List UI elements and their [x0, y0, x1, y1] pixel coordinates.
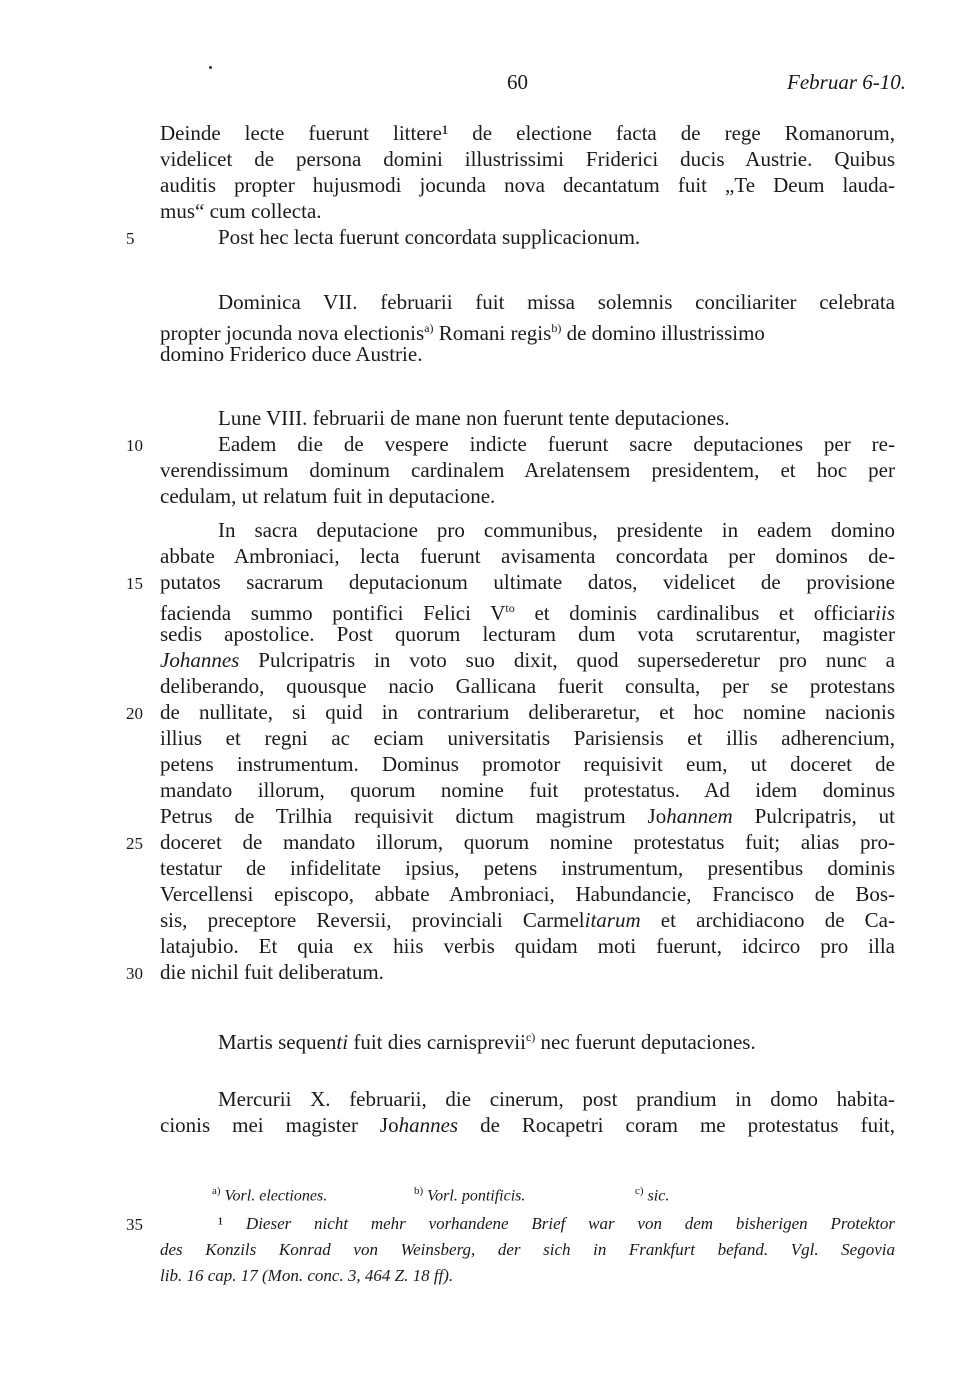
text-line: de nullitate, si quid in contrarium deliberaretur, et hoc nomine nacionis: [160, 700, 895, 724]
line-number: 15: [126, 574, 143, 593]
text-segment: Petrus de Trilhia requisivit dictum magistrum Jo: [160, 804, 667, 828]
running-title: Februar 6-10.: [787, 70, 906, 94]
text-segment: Pulcripatris, ut: [732, 804, 896, 828]
text-segment: cionis mei magister Jo: [160, 1113, 399, 1137]
text-line: illius et regni ac eciam universitatis Parisiensis et illis adherencium,: [160, 726, 895, 750]
text-line: verendissimum dominum cardinalem Arelatensem presidentem, et hoc per: [160, 458, 895, 482]
text-line: [160, 647, 895, 673]
text-line: abbate Ambroniaci, lecta fuerunt avisamenta concordata per dominos de-: [160, 544, 895, 568]
text-line: latajubio. Et quia ex hiis verbis quidam moti fuerunt, idcirco pro illa: [160, 934, 895, 958]
line-number: 25: [126, 834, 143, 853]
footnote-line: lib. 16 cap. 17 (Mon. conc. 3, 464 Z. 18 ff).: [160, 1266, 454, 1285]
text-line: auditis propter hujusmodi jocunda nova decantatum fuit „Te Deum lauda-: [160, 173, 895, 197]
text-line: Vercellensi episcopo, abbate Ambroniaci, Habundancie, Francisco de Bos-: [160, 882, 895, 906]
text-line: cedulam, ut relatum fuit in deputacione.: [160, 484, 496, 508]
text-segment: sis, preceptore Reversii, provinciali Carmel: [160, 908, 585, 932]
text-segment: Romani regis: [433, 321, 552, 345]
text-line: Lune VIII. februarii de mane non fuerunt tente deputaciones.: [218, 406, 730, 430]
text-line: mus“ cum collecta.: [160, 199, 322, 223]
text-line: mandato illorum, quorum nomine fuit protestatus. Ad idem dominus: [160, 778, 895, 802]
text-line: petens instrumentum. Dominus promotor requisivit eum, ut doceret de: [160, 752, 895, 776]
text-line: [160, 803, 895, 829]
footnote-mark: ¹: [218, 1214, 224, 1233]
variant-text: sic.: [647, 1187, 670, 1205]
variant-mark: a): [424, 321, 434, 335]
superscript: to: [505, 601, 515, 615]
text-segment: fuit dies carnisprevii: [348, 1030, 526, 1054]
text-line: [218, 1024, 953, 1055]
variant-mark: c): [525, 1030, 536, 1044]
text-line: Post hec lecta fuerunt concordata supplicacionum.: [218, 225, 641, 249]
text-segment: de Rocapetri coram me protestatus fuit,: [458, 1113, 895, 1137]
variant-note: [212, 1180, 327, 1207]
text-line: doceret de mandato illorum, quorum nomine protestatus fuit; alias pro-: [160, 830, 895, 854]
text-line: Dominica VII. februarii fuit missa solemnis conciliariter celebrata: [218, 290, 895, 314]
text-segment: Martis sequen: [218, 1030, 337, 1054]
line-number: 10: [126, 436, 143, 455]
footnote-text: Dieser nicht mehr vorhandene Brief war von dem bisherigen Protektor: [245, 1214, 895, 1233]
text-line: Deinde lecte fuerunt littere¹ de electione facta de rege Romanorum,: [160, 121, 895, 145]
variant-note: [414, 1180, 525, 1207]
line-number: 20: [126, 704, 143, 723]
variant-text: Vorl. electiones.: [224, 1187, 328, 1205]
text-segment: Pulcripatris in voto suo dixit, quod supersederetur pro nunc a: [239, 648, 895, 672]
text-line: domino Friderico duce Austrie.: [160, 342, 423, 366]
text-line: putatos sacrarum deputacionum ultimate datos, videlicet de provisione: [160, 570, 895, 594]
text-line: sedis apostolice. Post quorum lecturam dum vota scrutarentur, magister: [160, 622, 895, 646]
variant-mark: b): [551, 321, 562, 335]
text-line: Mercurii X. februarii, die cinerum, post prandium in domo habita-: [218, 1087, 895, 1111]
text-segment: propter jocunda nova electionis: [160, 321, 425, 345]
text-line: Eadem die de vespere indicte fuerunt sacre deputaciones per re-: [218, 432, 895, 456]
text-segment: ti: [336, 1030, 349, 1054]
variant-mark: b): [414, 1185, 424, 1197]
text-segment: et dominis cardinalibus et officiar: [514, 601, 876, 625]
text-line: testatur de infidelitate ipsius, petens instrumentum, presentibus dominis: [160, 856, 895, 880]
text-segment: iis: [875, 601, 896, 625]
text-segment: Johannes: [160, 648, 240, 672]
variant-mark: a): [212, 1185, 221, 1197]
text-segment: et archidiacono de Ca-: [640, 908, 895, 932]
ink-speck: [209, 66, 212, 69]
text-line: [160, 907, 895, 933]
footnote-line: des Konzils Konrad von Weinsberg, der sich in Frankfurt befand. Vgl. Segovia: [160, 1240, 895, 1259]
line-number: 30: [126, 964, 143, 983]
text-segment: hannes: [398, 1113, 459, 1137]
variant-mark: c): [635, 1185, 644, 1197]
line-number: 35: [126, 1215, 143, 1234]
text-line: videlicet de persona domini illustrissimi Friderici ducis Austrie. Quibus: [160, 147, 895, 171]
text-segment: facienda summo pontifici Felici V: [160, 601, 506, 625]
text-segment: nec fuerunt deputaciones.: [535, 1030, 756, 1054]
text-line: In sacra deputacione pro communibus, presidente in eadem domino: [218, 518, 895, 542]
variant-text: Vorl. pontificis.: [427, 1187, 526, 1205]
text-line: die nichil fuit deliberatum.: [160, 960, 384, 984]
footnote-line: [218, 1212, 895, 1236]
text-segment: itarum: [584, 908, 641, 932]
text-line: deliberando, quousque nacio Gallicana fuerit consulta, per se protestans: [160, 674, 895, 698]
line-number: 5: [126, 229, 135, 248]
text-line: [160, 1112, 895, 1138]
variant-note: [635, 1180, 669, 1207]
text-segment: hannem: [666, 804, 733, 828]
page-number: 60: [507, 70, 528, 94]
text-segment: de domino illustrissimo: [561, 321, 765, 345]
